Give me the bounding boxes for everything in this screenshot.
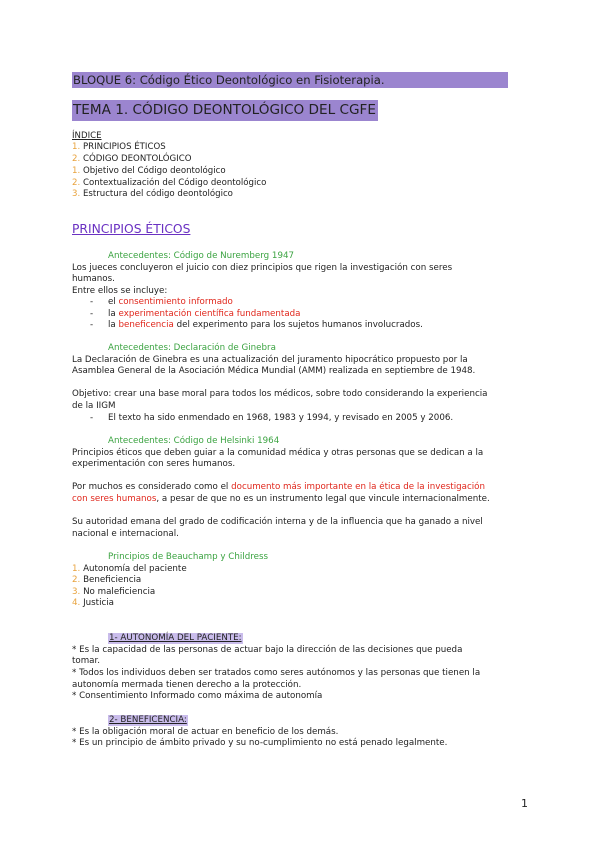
helsinki-p2-line1: Por muchos es considerado como el documento más importante en la ética de la investigación [72,482,485,492]
autonomia-line: tomar. [72,656,101,666]
ginebra-p1-line2: Asamblea General de la Asociación Médica Mundial (AMM) realizada en septiembre de 1948. [72,366,476,376]
beauchamp-item: 2. Beneficiencia [72,575,142,585]
ginebra-p2-line1: Objetivo: crear una base moral para todos los médicos, sobre todo considerando la experiencia [72,389,488,399]
ginebra-heading: Antecedentes: Declaración de Ginebra [108,343,276,353]
beauchamp-item: 3. No maleficiencia [72,587,156,597]
autonomia-line: autonomía mermada tienen derecho a la protección. [72,680,302,690]
autonomia-line: * Consentimiento Informado como máxima de autonomía [72,691,323,701]
page-number: 1 [521,797,528,810]
section-heading-principios: PRINCIPIOS ÉTICOS [72,222,191,236]
index-item: 2. Contextualización del Código deontológico [72,178,267,188]
helsinki-p3-line1: Su autoridad emana del grado de codificación interna y de la influencia que ha ganado a nivel [72,517,483,527]
autonomia-line: * Es la capacidad de las personas de actuar bajo la dirección de las decisiones que pueda [72,645,463,655]
nuremberg-p1-line1: Los jueces concluyeron el juicio con diez principios que rigen la investigación con seres [72,263,453,273]
ginebra-p2-line2: de la IIGM [72,401,116,411]
ginebra-p1-line1: La Declaración de Ginebra es una actualización del juramento hipocrático propuesto por la [72,355,468,365]
nuremberg-p1-line2: humanos. [72,274,115,284]
beneficencia-line: * Es la obligación moral de actuar en beneficio de los demás. [72,727,339,737]
index-item: 3. Estructura del código deontológico [72,189,233,199]
nuremberg-heading: Antecedentes: Código de Nuremberg 1947 [108,251,295,261]
index-item: 1. Objetivo del Código deontológico [72,166,226,176]
beauchamp-heading: Principios de Beauchamp y Childress [108,552,268,562]
helsinki-p2-line2: con seres humanos, a pesar de que no es un instrumento legal que vincule internacionalmente. [72,494,490,504]
tema-title: TEMA 1. CÓDIGO DEONTOLÓGICO DEL CGFE [72,100,378,121]
beauchamp-item: 1. Autonomía del paciente [72,564,187,574]
nuremberg-p2: Entre ellos se incluye: [72,286,168,296]
autonomia-line: * Todos los individuos deben ser tratados como seres autónomos y las personas que tienen la [72,668,481,678]
bloque-title: BLOQUE 6: Código Ético Deontológico en Fisioterapia. [72,72,508,88]
beauchamp-item: 4. Justicia [72,598,114,608]
beneficencia-heading: 2- BENEFICENCIA: [109,715,187,725]
index-item: 1. PRINCIPIOS ÉTICOS [72,142,166,152]
index-item: 2. CÓDIGO DEONTOLÓGICO [72,154,192,164]
helsinki-heading: Antecedentes: Código de Helsinki 1964 [108,436,280,446]
beneficencia-line: * Es un principio de ámbito privado y su no-cumplimiento no está penado legalmente. [72,738,448,748]
helsinki-p1-line1: Principios éticos que deben guiar a la comunidad médica y otras personas que se dedican a la [72,448,484,458]
index-heading: ÍNDICE [72,131,102,141]
helsinki-p3-line2: nacional e internacional. [72,529,179,539]
helsinki-p1-line2: experimentación con seres humanos. [72,459,236,469]
autonomia-heading: 1- AUTONOMÍA DEL PACIENTE: [109,633,242,643]
